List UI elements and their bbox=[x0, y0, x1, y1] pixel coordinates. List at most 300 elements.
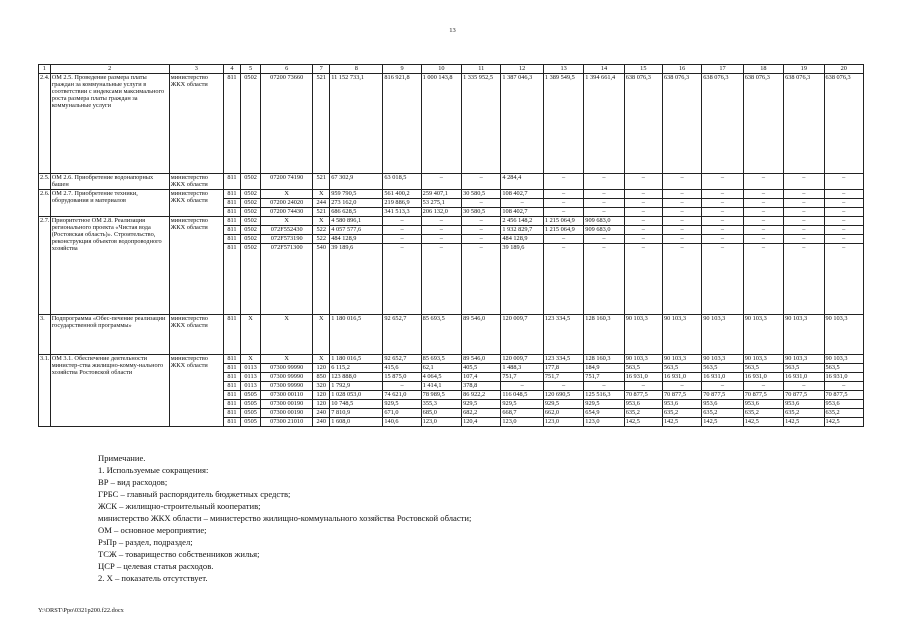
amount-cell: – bbox=[624, 382, 662, 391]
amount-cell: – bbox=[702, 244, 743, 315]
amount-cell: 86 922,2 bbox=[462, 391, 501, 400]
amount-cell: – bbox=[383, 382, 421, 391]
amount-cell: 30 580,5 bbox=[462, 190, 501, 199]
amount-cell: 953,6 bbox=[784, 400, 824, 409]
column-header: 7 bbox=[313, 65, 330, 74]
amount-cell: 929,5 bbox=[543, 400, 583, 409]
amount-cell: – bbox=[383, 217, 421, 226]
amount-cell: 1 028 053,0 bbox=[330, 391, 383, 400]
column-header: 15 bbox=[624, 65, 662, 74]
budget-code-cell: Х bbox=[240, 315, 260, 355]
budget-code-cell: 811 bbox=[223, 400, 240, 409]
responsible-executor: министерство ЖКХ области bbox=[169, 174, 223, 190]
amount-cell: 953,6 bbox=[662, 400, 701, 409]
amount-cell: 959 790,5 bbox=[330, 190, 383, 199]
amount-cell: 90 103,3 bbox=[702, 355, 743, 364]
budget-code-cell: 07300 00190 bbox=[261, 400, 313, 409]
amount-cell: – bbox=[584, 174, 624, 190]
amount-cell: 685,0 bbox=[421, 409, 461, 418]
amount-cell: – bbox=[743, 382, 783, 391]
amount-cell: – bbox=[824, 208, 863, 217]
amount-cell: 39 189,6 bbox=[330, 244, 383, 315]
budget-code-cell: 244 bbox=[313, 199, 330, 208]
amount-cell: – bbox=[824, 190, 863, 199]
amount-cell: 142,5 bbox=[702, 418, 743, 427]
measure-name: ОМ 2.7. Приобретение техники, оборудования и материалов bbox=[50, 190, 169, 217]
amount-cell: 63 018,5 bbox=[383, 174, 421, 190]
amount-cell: 1 215 064,9 bbox=[543, 217, 583, 226]
amount-cell: 909 683,0 bbox=[584, 226, 624, 235]
amount-cell: 177,8 bbox=[543, 364, 583, 373]
amount-cell: 30 580,5 bbox=[462, 208, 501, 217]
column-header: 19 bbox=[784, 65, 824, 74]
amount-cell: 953,6 bbox=[743, 400, 783, 409]
amount-cell: – bbox=[584, 382, 624, 391]
amount-cell: – bbox=[584, 244, 624, 315]
budget-code-cell: 0505 bbox=[240, 418, 260, 427]
budget-code-cell: 521 bbox=[313, 208, 330, 217]
budget-code-cell: 811 bbox=[223, 355, 240, 364]
amount-cell: 1 932 829,7 bbox=[501, 226, 544, 235]
note-line: ВР – вид расходов; bbox=[98, 477, 168, 488]
budget-code-cell: 07300 00110 bbox=[261, 391, 313, 400]
responsible-executor: министерство ЖКХ области bbox=[169, 217, 223, 315]
budget-code-cell: 0502 bbox=[240, 199, 260, 208]
budget-code-cell: 07300 99990 bbox=[261, 364, 313, 373]
budget-code-cell: 811 bbox=[223, 208, 240, 217]
amount-cell: 273 162,0 bbox=[330, 199, 383, 208]
amount-cell: 107,4 bbox=[462, 373, 501, 382]
amount-cell: 638 076,3 bbox=[662, 74, 701, 174]
budget-code-cell: Х bbox=[261, 315, 313, 355]
budget-code-cell: 811 bbox=[223, 409, 240, 418]
amount-cell: 635,2 bbox=[624, 409, 662, 418]
measure-name: ОМ 3.1. Обеспечение деятельности министер-ства жилищно-комму-нального хозяйства Ростовской области bbox=[50, 355, 169, 427]
amount-cell: 484 128,9 bbox=[501, 235, 544, 244]
amount-cell: – bbox=[743, 226, 783, 235]
amount-cell: 142,5 bbox=[784, 418, 824, 427]
budget-code-cell: 0502 bbox=[240, 190, 260, 199]
amount-cell: 638 076,3 bbox=[743, 74, 783, 174]
amount-cell: 123 888,0 bbox=[330, 373, 383, 382]
amount-cell: – bbox=[662, 217, 701, 226]
amount-cell: – bbox=[462, 217, 501, 226]
amount-cell: 16 931,0 bbox=[784, 373, 824, 382]
budget-code-cell: 521 bbox=[313, 174, 330, 190]
notes-section bbox=[98, 452, 858, 585]
amount-cell: – bbox=[784, 382, 824, 391]
amount-cell: – bbox=[624, 174, 662, 190]
budget-code-cell: 07200 74430 bbox=[261, 208, 313, 217]
amount-cell: – bbox=[743, 208, 783, 217]
budget-code-cell: 07300 00190 bbox=[261, 409, 313, 418]
column-header: 3 bbox=[169, 65, 223, 74]
note-line: ТСЖ – товарищество собственников жилья; bbox=[98, 549, 260, 560]
column-header: 2 bbox=[50, 65, 169, 74]
amount-cell: – bbox=[383, 226, 421, 235]
budget-code-cell: 120 bbox=[313, 400, 330, 409]
amount-cell: – bbox=[702, 217, 743, 226]
column-header: 1 bbox=[39, 65, 51, 74]
amount-cell: – bbox=[462, 226, 501, 235]
amount-cell: 142,5 bbox=[662, 418, 701, 427]
amount-cell: – bbox=[383, 244, 421, 315]
budget-code-cell: 811 bbox=[223, 226, 240, 235]
budget-table bbox=[38, 64, 864, 427]
amount-cell: 638 076,3 bbox=[824, 74, 863, 174]
amount-cell: 70 877,5 bbox=[624, 391, 662, 400]
amount-cell: 90 103,3 bbox=[662, 315, 701, 355]
amount-cell: – bbox=[624, 226, 662, 235]
amount-cell: 563,5 bbox=[743, 364, 783, 373]
budget-code-cell: 522 bbox=[313, 226, 330, 235]
amount-cell: 108 402,7 bbox=[501, 208, 544, 217]
amount-cell: – bbox=[543, 208, 583, 217]
amount-cell: – bbox=[584, 190, 624, 199]
column-header: 11 bbox=[462, 65, 501, 74]
amount-cell: – bbox=[662, 244, 701, 315]
amount-cell: 563,5 bbox=[624, 364, 662, 373]
amount-cell: 4 580 896,1 bbox=[330, 217, 383, 226]
budget-code-cell: 811 bbox=[223, 391, 240, 400]
amount-cell: 125 516,3 bbox=[584, 391, 624, 400]
amount-cell: – bbox=[824, 244, 863, 315]
amount-cell: 1 389 549,5 bbox=[543, 74, 583, 174]
amount-cell: 751,7 bbox=[543, 373, 583, 382]
amount-cell: 16 931,0 bbox=[743, 373, 783, 382]
column-header: 10 bbox=[421, 65, 461, 74]
amount-cell: 635,2 bbox=[743, 409, 783, 418]
amount-cell: – bbox=[743, 217, 783, 226]
amount-cell: 415,6 bbox=[383, 364, 421, 373]
amount-cell: – bbox=[421, 174, 461, 190]
budget-code-cell: 811 bbox=[223, 217, 240, 226]
amount-cell: – bbox=[662, 382, 701, 391]
amount-cell: 142,5 bbox=[743, 418, 783, 427]
amount-cell: 16 931,0 bbox=[824, 373, 863, 382]
amount-cell: 1 180 016,5 bbox=[330, 315, 383, 355]
amount-cell: 1 608,0 bbox=[330, 418, 383, 427]
amount-cell: – bbox=[702, 199, 743, 208]
amount-cell: 1 488,3 bbox=[501, 364, 544, 373]
amount-cell: 953,6 bbox=[702, 400, 743, 409]
amount-cell: 635,2 bbox=[702, 409, 743, 418]
amount-cell: 1 180 016,5 bbox=[330, 355, 383, 364]
note-line: РзПр – раздел, подраздел; bbox=[98, 537, 193, 548]
budget-code-cell: Х bbox=[313, 315, 330, 355]
amount-cell: – bbox=[662, 208, 701, 217]
amount-cell: – bbox=[584, 199, 624, 208]
budget-code-cell: 320 bbox=[313, 382, 330, 391]
amount-cell: 90 103,3 bbox=[743, 315, 783, 355]
amount-cell: 484 128,9 bbox=[330, 235, 383, 244]
amount-cell: 561 400,2 bbox=[383, 190, 421, 199]
page-number: 13 bbox=[449, 27, 456, 34]
note-line: министерство ЖКХ области – министерство жилищно-коммунального хозяйства Ростовской области; bbox=[98, 513, 472, 524]
amount-cell: 15 875,0 bbox=[383, 373, 421, 382]
amount-cell: 635,2 bbox=[824, 409, 863, 418]
amount-cell: – bbox=[824, 174, 863, 190]
amount-cell: 953,6 bbox=[624, 400, 662, 409]
amount-cell: 90 103,3 bbox=[824, 355, 863, 364]
amount-cell: – bbox=[824, 382, 863, 391]
amount-cell: 128 160,3 bbox=[584, 355, 624, 364]
column-header: 14 bbox=[584, 65, 624, 74]
amount-cell: 128 160,3 bbox=[584, 315, 624, 355]
amount-cell: 92 652,7 bbox=[383, 355, 421, 364]
budget-code-cell: 07200 24020 bbox=[261, 199, 313, 208]
budget-code-cell: 0502 bbox=[240, 217, 260, 226]
amount-cell: 355,3 bbox=[421, 400, 461, 409]
amount-cell: 909 683,0 bbox=[584, 217, 624, 226]
amount-cell: 2 456 148,2 bbox=[501, 217, 544, 226]
amount-cell: 11 152 733,1 bbox=[330, 74, 383, 174]
amount-cell: 90 103,3 bbox=[702, 315, 743, 355]
budget-code-cell: Х bbox=[313, 355, 330, 364]
measure-name: ОМ 2.5. Проведение размера платы граждан за коммунальные услуги в соответствии с индексами максимального роста размера платы граждан за коммунальные услуги bbox=[50, 74, 169, 174]
amount-cell: 62,1 bbox=[421, 364, 461, 373]
amount-cell: 123 334,5 bbox=[543, 315, 583, 355]
amount-cell: 184,9 bbox=[584, 364, 624, 373]
amount-cell: 7 810,9 bbox=[330, 409, 383, 418]
budget-code-cell: 240 bbox=[313, 409, 330, 418]
amount-cell: 751,7 bbox=[501, 373, 544, 382]
budget-code-cell: 07300 99990 bbox=[261, 373, 313, 382]
table-row bbox=[39, 217, 864, 226]
budget-code-cell: 811 bbox=[223, 418, 240, 427]
amount-cell: – bbox=[543, 190, 583, 199]
budget-code-cell: 072F571300 bbox=[261, 244, 313, 315]
column-header: 16 bbox=[662, 65, 701, 74]
amount-cell: – bbox=[462, 199, 501, 208]
amount-cell: – bbox=[662, 226, 701, 235]
amount-cell: 929,5 bbox=[584, 400, 624, 409]
amount-cell: 123,0 bbox=[584, 418, 624, 427]
amount-cell: 953,6 bbox=[824, 400, 863, 409]
budget-code-cell: 850 bbox=[313, 373, 330, 382]
amount-cell: 668,7 bbox=[501, 409, 544, 418]
amount-cell: – bbox=[784, 208, 824, 217]
budget-code-cell: 07200 74190 bbox=[261, 174, 313, 190]
amount-cell: 682,2 bbox=[462, 409, 501, 418]
amount-cell: – bbox=[462, 174, 501, 190]
amount-cell: 1 215 064,9 bbox=[543, 226, 583, 235]
amount-cell: – bbox=[743, 235, 783, 244]
amount-cell: 108 402,7 bbox=[501, 190, 544, 199]
amount-cell: – bbox=[824, 235, 863, 244]
note-line: 2. Х – показатель отсутствует. bbox=[98, 573, 208, 584]
amount-cell: 123,0 bbox=[543, 418, 583, 427]
amount-cell: 85 693,5 bbox=[421, 315, 461, 355]
amount-cell: 123 334,5 bbox=[543, 355, 583, 364]
amount-cell: 929,5 bbox=[501, 400, 544, 409]
amount-cell: 70 877,5 bbox=[743, 391, 783, 400]
column-header: 17 bbox=[702, 65, 743, 74]
amount-cell: 90 103,3 bbox=[784, 355, 824, 364]
table-row bbox=[39, 190, 864, 199]
amount-cell: – bbox=[662, 235, 701, 244]
amount-cell: 92 652,7 bbox=[383, 315, 421, 355]
budget-code-cell: 540 bbox=[313, 244, 330, 315]
amount-cell: 90 103,3 bbox=[824, 315, 863, 355]
amount-cell: 1 000 143,8 bbox=[421, 74, 461, 174]
amount-cell: – bbox=[784, 217, 824, 226]
budget-code-cell: 0502 bbox=[240, 226, 260, 235]
column-header: 9 bbox=[383, 65, 421, 74]
budget-code-cell: Х bbox=[261, 355, 313, 364]
amount-cell: – bbox=[702, 226, 743, 235]
amount-cell: 16 931,0 bbox=[624, 373, 662, 382]
amount-cell: 123,0 bbox=[501, 418, 544, 427]
budget-code-cell: 811 bbox=[223, 174, 240, 190]
budget-code-cell: 0502 bbox=[240, 235, 260, 244]
responsible-executor: министерство ЖКХ области bbox=[169, 315, 223, 355]
budget-code-cell: 811 bbox=[223, 315, 240, 355]
amount-cell: – bbox=[421, 235, 461, 244]
budget-code-cell: 072F573190 bbox=[261, 235, 313, 244]
budget-code-cell: 811 bbox=[223, 199, 240, 208]
column-header: 12 bbox=[501, 65, 544, 74]
amount-cell: – bbox=[784, 190, 824, 199]
budget-code-cell: 0505 bbox=[240, 391, 260, 400]
amount-cell: 90 103,3 bbox=[662, 355, 701, 364]
amount-cell: – bbox=[462, 235, 501, 244]
amount-cell: – bbox=[702, 190, 743, 199]
amount-cell: 90 103,3 bbox=[784, 315, 824, 355]
amount-cell: 1 335 952,5 bbox=[462, 74, 501, 174]
amount-cell: 1 414,1 bbox=[421, 382, 461, 391]
amount-cell: 10 748,5 bbox=[330, 400, 383, 409]
note-line: ОМ – основное мероприятие; bbox=[98, 525, 207, 536]
amount-cell: – bbox=[743, 244, 783, 315]
amount-cell: 89 546,0 bbox=[462, 355, 501, 364]
budget-code-cell: 07300 21010 bbox=[261, 418, 313, 427]
amount-cell: 142,5 bbox=[624, 418, 662, 427]
budget-code-cell: Х bbox=[261, 217, 313, 226]
header-row bbox=[39, 65, 864, 74]
amount-cell: – bbox=[743, 174, 783, 190]
amount-cell: – bbox=[543, 199, 583, 208]
amount-cell: 67 302,9 bbox=[330, 174, 383, 190]
table-row bbox=[39, 355, 864, 364]
amount-cell: 120,4 bbox=[462, 418, 501, 427]
amount-cell: – bbox=[824, 217, 863, 226]
budget-code-cell: 811 bbox=[223, 244, 240, 315]
amount-cell: – bbox=[584, 235, 624, 244]
budget-code-cell: 811 bbox=[223, 364, 240, 373]
responsible-executor: министерство ЖКХ области bbox=[169, 74, 223, 174]
budget-code-cell: 0113 bbox=[240, 382, 260, 391]
amount-cell: 90 103,3 bbox=[624, 355, 662, 364]
amount-cell: 219 886,9 bbox=[383, 199, 421, 208]
amount-cell: 638 076,3 bbox=[624, 74, 662, 174]
amount-cell: 4 057 577,6 bbox=[330, 226, 383, 235]
row-number: 2.6. bbox=[39, 190, 51, 217]
budget-code-cell: 07300 99990 bbox=[261, 382, 313, 391]
amount-cell: – bbox=[702, 174, 743, 190]
amount-cell: 563,5 bbox=[784, 364, 824, 373]
budget-code-cell: 0502 bbox=[240, 174, 260, 190]
amount-cell: – bbox=[624, 199, 662, 208]
amount-cell: 89 546,0 bbox=[462, 315, 501, 355]
amount-cell: 90 103,3 bbox=[743, 355, 783, 364]
amount-cell: – bbox=[421, 244, 461, 315]
note-line: ЦСР – целевая статья расходов. bbox=[98, 561, 214, 572]
amount-cell: – bbox=[543, 244, 583, 315]
budget-code-cell: Х bbox=[313, 217, 330, 226]
budget-code-cell: 072F552430 bbox=[261, 226, 313, 235]
column-header: 13 bbox=[543, 65, 583, 74]
amount-cell: – bbox=[624, 235, 662, 244]
amount-cell: 120 690,5 bbox=[543, 391, 583, 400]
amount-cell: 53 275,1 bbox=[421, 199, 461, 208]
amount-cell: 140,6 bbox=[383, 418, 421, 427]
budget-code-cell: 0502 bbox=[240, 74, 260, 174]
amount-cell: – bbox=[743, 190, 783, 199]
table-row bbox=[39, 174, 864, 190]
amount-cell: 16 931,0 bbox=[702, 373, 743, 382]
amount-cell: – bbox=[743, 199, 783, 208]
budget-code-cell: 120 bbox=[313, 391, 330, 400]
amount-cell: 142,5 bbox=[824, 418, 863, 427]
amount-cell: – bbox=[624, 190, 662, 199]
amount-cell: – bbox=[421, 226, 461, 235]
amount-cell: 563,5 bbox=[824, 364, 863, 373]
amount-cell: – bbox=[501, 382, 544, 391]
responsible-executor: министерство ЖКХ области bbox=[169, 190, 223, 217]
budget-code-cell: 0113 bbox=[240, 373, 260, 382]
amount-cell: – bbox=[624, 208, 662, 217]
amount-cell: 929,5 bbox=[462, 400, 501, 409]
amount-cell: 120 009,7 bbox=[501, 355, 544, 364]
budget-code-cell: 0505 bbox=[240, 400, 260, 409]
column-header: 6 bbox=[261, 65, 313, 74]
amount-cell: 816 921,8 bbox=[383, 74, 421, 174]
row-number: 2.7. bbox=[39, 217, 51, 315]
responsible-executor: министерство ЖКХ области bbox=[169, 355, 223, 427]
budget-code-cell: 0113 bbox=[240, 364, 260, 373]
amount-cell: 90 103,3 bbox=[624, 315, 662, 355]
measure-name: Приоритетное ОМ 2.8. Реализация регионального проекта «Чистая вода (Ростовская область)». Строительство, реконструкция объектов водопроводного хозяйства bbox=[50, 217, 169, 315]
budget-code-cell: 522 bbox=[313, 235, 330, 244]
amount-cell: 4 064,5 bbox=[421, 373, 461, 382]
amount-cell: 635,2 bbox=[784, 409, 824, 418]
amount-cell: 78 989,5 bbox=[421, 391, 461, 400]
budget-code-cell: Х bbox=[240, 355, 260, 364]
budget-code-cell: 811 bbox=[223, 382, 240, 391]
column-header: 18 bbox=[743, 65, 783, 74]
measure-name: ОМ 2.6. Приобретение водонапорных башен bbox=[50, 174, 169, 190]
amount-cell: – bbox=[624, 244, 662, 315]
budget-code-cell: 811 bbox=[223, 373, 240, 382]
amount-cell: – bbox=[702, 382, 743, 391]
amount-cell: 70 877,5 bbox=[662, 391, 701, 400]
amount-cell: 751,7 bbox=[584, 373, 624, 382]
amount-cell: – bbox=[543, 174, 583, 190]
budget-code-cell: 811 bbox=[223, 190, 240, 199]
amount-cell: – bbox=[383, 235, 421, 244]
column-header: 5 bbox=[240, 65, 260, 74]
amount-cell: 70 877,5 bbox=[702, 391, 743, 400]
row-number: 2.4. bbox=[39, 74, 51, 174]
amount-cell: 635,2 bbox=[662, 409, 701, 418]
amount-cell: 1 387 046,3 bbox=[501, 74, 544, 174]
amount-cell: 686 628,5 bbox=[330, 208, 383, 217]
amount-cell: – bbox=[584, 208, 624, 217]
measure-name: Подпрограмма «Обес-печение реализации государственной программы» bbox=[50, 315, 169, 355]
amount-cell: 1 394 661,4 bbox=[584, 74, 624, 174]
note-line: ГРБС – главный распорядитель бюджетных средств; bbox=[98, 489, 291, 500]
